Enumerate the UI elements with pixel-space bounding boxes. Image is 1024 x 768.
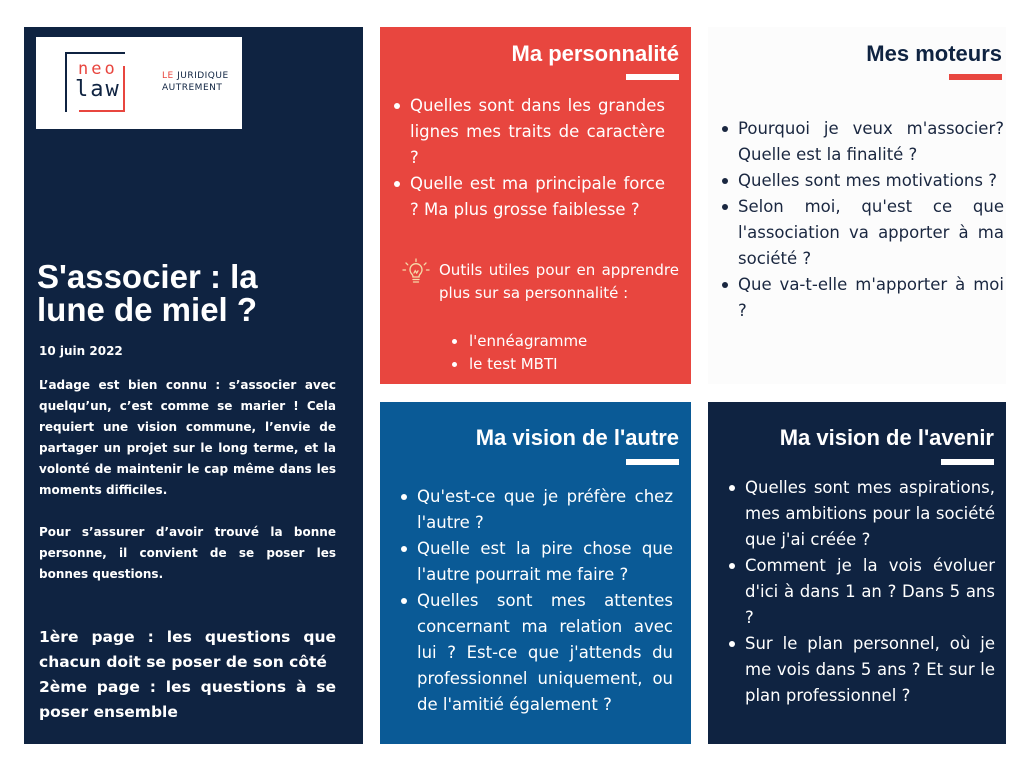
page-guide-2: 2ème page : les questions à se poser ensemble: [39, 678, 336, 721]
intro-panel: [24, 27, 363, 744]
list-item: Selon moi, qu'est ce que l'association va apporter à ma société ?: [716, 194, 1004, 272]
list-item: Quelle est la pire chose que l'autre pourrait me faire ?: [395, 536, 673, 588]
page-guide-1: 1ère page : les questions que chacun doit se poser de son côté: [39, 628, 336, 671]
logo-tagline-1: [162, 71, 229, 81]
moteurs-questions: [716, 116, 1004, 324]
outils-list: [439, 330, 587, 376]
intro-paragraph-1: L’adage est bien connu : s’associer avec quelqu’un, c’est comme se marier ! Cela requiert une vision commune, l’envie de partager un projet sur le long terme, et la volonté de maintenir le cap même dans les moments difficiles.: [39, 378, 336, 497]
list-item: Comment je la vois évoluer d'ici à dans 1 an ? Dans 5 ans ?: [723, 553, 995, 631]
lightbulb-icon: [400, 256, 432, 288]
personnalite-panel: [380, 27, 691, 384]
list-item: Que va-t-elle m'apporter à moi ?: [716, 272, 1004, 324]
list-item: Sur le plan personnel, où je me vois dans 5 ans ? Et sur le plan professionnel ?: [723, 631, 995, 709]
vision-avenir-title: Ma vision de l'avenir: [779, 425, 994, 450]
page-title: [37, 260, 355, 326]
logo-tag-le: LE: [162, 71, 174, 81]
outils-text: Outils utiles pour en apprendre plus sur sa personnalité :: [439, 261, 679, 302]
list-item: Quelles sont dans les grandes lignes mes traits de caractère ?: [388, 93, 665, 171]
list-item: Quelle est ma principale force ? Ma plus grosse faiblesse ?: [388, 171, 665, 223]
intro-paragraph-2: Pour s’assurer d’avoir trouvé la bonne personne, il convient de se poser les bonnes questions.: [39, 525, 336, 581]
moteurs-title: Mes moteurs: [866, 41, 1002, 66]
vision-autre-panel: [380, 402, 691, 744]
logo-law: law: [75, 77, 121, 102]
list-item: l'ennéagramme: [439, 330, 587, 353]
vision-autre-questions: [395, 484, 673, 718]
vision-autre-title-bar: [626, 459, 679, 465]
list-item: Quelles sont mes aspirations, mes ambitions pour la société que j'ai créée ?: [723, 475, 995, 553]
intro-text: [39, 375, 336, 606]
personnalite-questions: [388, 93, 665, 223]
page-title-line-2: lune de miel ?: [37, 291, 258, 328]
page-title-line-1: S'associer : la: [37, 258, 258, 295]
neolaw-logo: [36, 37, 242, 129]
moteurs-title-bar: [949, 74, 1002, 80]
list-item: Quelles sont mes motivations ?: [716, 168, 1004, 194]
vision-autre-title: Ma vision de l'autre: [475, 425, 679, 450]
list-item: Quelles sont mes attentes concernant ma relation avec lui ? Est-ce que j'attends du professionnel uniquement, ou de l'amitié également ?: [395, 588, 673, 718]
list-item: le test MBTI: [439, 353, 587, 376]
personnalite-title: Ma personnalité: [511, 41, 679, 66]
moteurs-panel: [708, 27, 1006, 384]
publication-date: 10 juin 2022: [39, 344, 123, 358]
logo-tagline-2: AUTREMENT: [162, 83, 223, 93]
logo-neo: neo: [78, 59, 118, 79]
page-guide: [39, 625, 336, 725]
vision-avenir-questions: [723, 475, 995, 709]
personnalite-title-bar: [626, 74, 679, 80]
logo-tag-juridique: JURIDIQUE: [177, 71, 229, 81]
vision-avenir-panel: [708, 402, 1006, 744]
vision-avenir-title-bar: [941, 459, 994, 465]
list-item: Pourquoi je veux m'associer? Quelle est la finalité ?: [716, 116, 1004, 168]
list-item: Qu'est-ce que je préfère chez l'autre ?: [395, 484, 673, 536]
